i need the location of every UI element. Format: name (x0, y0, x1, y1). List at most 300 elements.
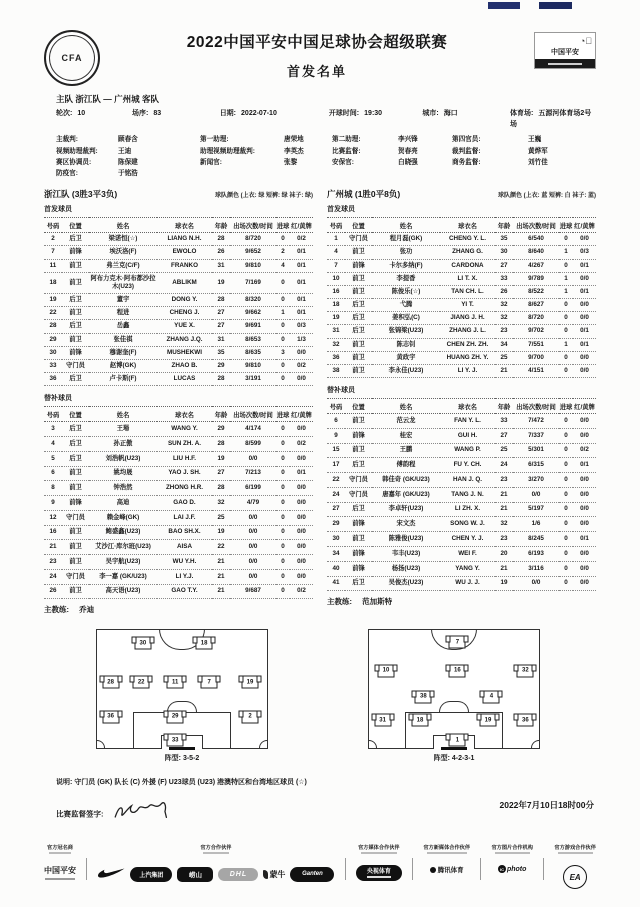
home-team-column (44, 188, 313, 615)
cell: 20 (495, 546, 513, 561)
cell: 0 (559, 517, 573, 532)
field-label: 赛区协调员: (56, 158, 92, 166)
cell: 卡尔多纳(F) (372, 259, 440, 272)
player-row (327, 312, 596, 325)
player-row (44, 437, 313, 452)
cell: 前卫 (345, 414, 372, 429)
field-value: 王巍 (528, 136, 542, 144)
cell: 前卫 (62, 466, 89, 481)
cell: 26 (44, 584, 62, 599)
photo-header: 官方图片合作机构 (491, 844, 533, 854)
game-group (554, 844, 596, 889)
ea-sports-logo: EA (563, 865, 587, 889)
pair-row (56, 146, 596, 157)
cell: 21 (495, 364, 513, 377)
media-header: 官方媒体合作伙伴 (358, 844, 400, 854)
home-coach-name: 乔迪 (79, 605, 95, 615)
cell: 35 (495, 233, 513, 246)
cell: 前卫 (345, 246, 372, 259)
cell: 31 (212, 333, 230, 346)
cell: 31 (212, 259, 230, 272)
cell: 岳鑫 (89, 320, 157, 333)
field (422, 108, 510, 130)
cell: 24 (44, 569, 62, 584)
cell: 16 (327, 285, 345, 298)
cell: 33 (495, 414, 513, 429)
cell: HUANG ZH. Y. (440, 351, 495, 364)
cell: 0/0 (290, 346, 313, 359)
cell: 21 (495, 502, 513, 517)
field-value: 顾春含 (118, 136, 138, 144)
cell: 前锋 (62, 496, 89, 511)
home-team-colors: 球队颜色 (上衣: 绿 短裤: 绿 袜子: 绿) (215, 193, 313, 200)
pair-row (56, 108, 596, 130)
away-starters-label: 首发球员 (327, 206, 355, 214)
cell: 后卫 (345, 325, 372, 338)
player-row (44, 451, 313, 466)
column-header: 出场次数/时间 (230, 407, 276, 422)
cell: 26 (212, 246, 230, 259)
column-header: 号码 (44, 218, 62, 233)
cell: 0 (276, 233, 290, 246)
cell: 27 (495, 259, 513, 272)
cell: 后卫 (62, 233, 89, 246)
cell: 0 (276, 496, 290, 511)
column-header: 位置 (345, 399, 372, 414)
table-header-row (327, 218, 596, 233)
cell: 张佳祺 (89, 333, 157, 346)
new-media-header: 官方新媒体合作伙伴 (423, 844, 470, 854)
cell: 吴俊杰(U23) (372, 576, 440, 591)
cell: GUI H. (440, 428, 495, 443)
pair-row (56, 134, 596, 145)
cell: 0/0 (290, 510, 313, 525)
cell: 后卫 (62, 451, 89, 466)
player-shirt: 36 (102, 710, 119, 723)
cell: 姚均晟 (89, 466, 157, 481)
coach-label: 主教练: (327, 597, 352, 607)
pingan-badge-brand: 中国平安 (551, 49, 579, 56)
cell: YAO J. SH. (157, 466, 212, 481)
cell: 7/472 (513, 414, 559, 429)
cell: 前卫 (62, 540, 89, 555)
cell: 27 (327, 502, 345, 517)
cell: 高迪 (89, 496, 157, 511)
cell: 前锋 (345, 561, 372, 576)
pair-row (56, 168, 596, 179)
cell: 0/3 (290, 320, 313, 333)
cell: 后卫 (345, 502, 372, 517)
cell: 29 (212, 359, 230, 372)
player-row (44, 359, 313, 372)
cell: 0/0 (513, 576, 559, 591)
cell: 8/627 (513, 299, 559, 312)
cell: 后卫 (62, 320, 89, 333)
field-label: 日期: (219, 110, 237, 117)
cell: 22 (44, 307, 62, 320)
cell: 36 (327, 351, 345, 364)
away-subs-label: 替补球员 (327, 387, 355, 395)
player-row (327, 502, 596, 517)
cell: 3 (276, 346, 290, 359)
player-row (327, 259, 596, 272)
column-header: 红/黄牌 (573, 399, 596, 414)
cell: 12 (44, 510, 62, 525)
cell: 4 (276, 259, 290, 272)
cell: 4/79 (230, 496, 276, 511)
column-header: 进球 (276, 218, 290, 233)
cell: 9/700 (513, 351, 559, 364)
cell: 赖金峰(GK) (89, 510, 157, 525)
cell: 前卫 (62, 481, 89, 496)
cell: 40 (327, 561, 345, 576)
cell: 0/1 (573, 259, 596, 272)
cell: 0 (559, 473, 573, 488)
cell: 宋文杰 (372, 517, 440, 532)
player-row (327, 532, 596, 547)
cell: 李永佳(U23) (372, 364, 440, 377)
cell: 0/0 (230, 525, 276, 540)
cell: 前卫 (345, 443, 372, 458)
officials-grid (56, 134, 596, 179)
cell: 28 (212, 481, 230, 496)
column-header: 出场次数/时间 (230, 218, 276, 233)
cell: 前锋 (345, 428, 372, 443)
cell: 28 (212, 233, 230, 246)
cell: 9/687 (230, 584, 276, 599)
cell: 前卫 (345, 351, 372, 364)
player-shirt: 7 (201, 676, 218, 689)
cell: 后卫 (345, 458, 372, 473)
goal-mark (169, 747, 195, 750)
cell: HAN J. Q. (440, 473, 495, 488)
cell: LIANG N.H. (157, 233, 212, 246)
cell: 守门员 (345, 473, 372, 488)
cell: 3/191 (230, 373, 276, 386)
ic-circle-icon: IC (499, 866, 504, 872)
cell: 梁诺恒(☆) (89, 233, 157, 246)
cell: 27 (495, 428, 513, 443)
player-row (327, 233, 596, 246)
nike-swoosh-icon (97, 865, 125, 883)
cell: 0/1 (290, 294, 313, 307)
cell: 22 (212, 540, 230, 555)
cell: LI Y. J. (440, 364, 495, 377)
cell: 桂宏 (372, 428, 440, 443)
pingan-badge-icon: ◔⃠ (579, 36, 592, 46)
cell: 18 (44, 272, 62, 293)
tencent-sports-logo (430, 865, 464, 874)
cell: 28 (44, 320, 62, 333)
cell: 刘浩帆(U23) (89, 451, 157, 466)
field-label: 安保官: (332, 158, 354, 166)
cell: 前卫 (345, 272, 372, 285)
cell: 前卫 (345, 285, 372, 298)
cell: LUCAS (157, 373, 212, 386)
cell: SONG W. J. (440, 517, 495, 532)
pair-row (56, 157, 596, 168)
cell: 前卫 (345, 364, 372, 377)
table-header-row (44, 218, 313, 233)
cell: 11 (44, 259, 62, 272)
cell: 32 (212, 496, 230, 511)
cell: 38 (327, 364, 345, 377)
column-header: 球衣名 (157, 407, 212, 422)
cell: 21 (212, 584, 230, 599)
cell: 8/245 (513, 532, 559, 547)
cell: CHEN Y. J. (440, 532, 495, 547)
cell: 前卫 (62, 259, 89, 272)
player-row (327, 246, 596, 259)
cell: 4/151 (513, 364, 559, 377)
cell: 23 (44, 555, 62, 570)
goal-mark (441, 747, 467, 750)
player-shirt: 10 (378, 664, 395, 677)
cell: 李提香 (372, 272, 440, 285)
player-row (44, 481, 313, 496)
cell: 0 (559, 259, 573, 272)
cell: 19 (44, 294, 62, 307)
cell: 1 (559, 272, 573, 285)
column-header: 球衣名 (440, 399, 495, 414)
cell: DONG Y. (157, 294, 212, 307)
cell: 0/0 (290, 525, 313, 540)
field-value: 黄烨军 (528, 147, 548, 155)
cell: 29 (212, 422, 230, 437)
cell: 23 (495, 473, 513, 488)
player-row (327, 458, 596, 473)
player-shirt: 2 (242, 710, 259, 723)
cell: 25 (212, 510, 230, 525)
supervisor-signature (111, 797, 175, 828)
cell: CHEN ZH. ZH. (440, 338, 495, 351)
player-shirt: 1 (449, 734, 466, 747)
cell: 5/301 (513, 443, 559, 458)
cell: 23 (495, 325, 513, 338)
cell: 守门员 (62, 359, 89, 372)
player-row (327, 561, 596, 576)
cell: 22 (327, 473, 345, 488)
cell: 36 (44, 373, 62, 386)
cell: 1 (559, 338, 573, 351)
footer-divider (412, 858, 413, 880)
cell: 0/0 (573, 428, 596, 443)
cell: 28 (212, 294, 230, 307)
column-header: 姓名 (372, 218, 440, 233)
player-row (44, 333, 313, 346)
cell: 前卫 (62, 584, 89, 599)
player-row (44, 246, 313, 259)
footer-divider (345, 858, 346, 880)
player-row (327, 414, 596, 429)
cell: 0/0 (573, 312, 596, 325)
field-label: 第二助理: (332, 136, 361, 144)
cell: 15 (327, 443, 345, 458)
cell: 0/1 (290, 246, 313, 259)
cell: 19 (327, 312, 345, 325)
cell: 0 (559, 546, 573, 561)
cell: 后卫 (62, 422, 89, 437)
cell: 30 (327, 532, 345, 547)
cell: FU Y. CH. (440, 458, 495, 473)
cell: 1 (276, 307, 290, 320)
cell: 32 (495, 312, 513, 325)
player-shirt: 16 (449, 664, 466, 677)
cell: 王鹏 (372, 443, 440, 458)
cell: 0/0 (230, 555, 276, 570)
report-datetime: 2022年7月10日18时00分 (499, 800, 594, 811)
media-group (356, 844, 402, 881)
player-shirt: 7 (449, 636, 466, 649)
home-formation (96, 629, 268, 763)
player-shirt: 19 (480, 714, 497, 727)
cell: 0/0 (573, 364, 596, 377)
player-shirt: 28 (102, 676, 119, 689)
legend-note: 说明: 守门员 (GK) 队长 (C) 外援 (F) U23球员 (U23) 港澳特区和台湾地区球员 (☆) (56, 779, 307, 787)
cell: 0/1 (573, 458, 596, 473)
cell: 0/0 (290, 451, 313, 466)
cell: 钟浩然 (89, 481, 157, 496)
field (56, 108, 132, 130)
cell: 28 (212, 437, 230, 452)
player-row (44, 259, 313, 272)
cell: 守门员 (62, 569, 89, 584)
cell: LI Y.J. (157, 569, 212, 584)
column-header: 球衣名 (440, 218, 495, 233)
cell: 韩佳奇 (GK/U23) (372, 473, 440, 488)
field-value: 19:30 (364, 110, 383, 117)
cell: 9/652 (230, 246, 276, 259)
cell: 0 (276, 333, 290, 346)
field-label: 第一助理: (200, 136, 229, 144)
cell: 25 (495, 443, 513, 458)
cell: ABLIKM (157, 272, 212, 293)
player-row (44, 466, 313, 481)
player-row (327, 428, 596, 443)
player-shirt: 31 (374, 714, 391, 727)
column-header: 姓名 (372, 399, 440, 414)
player-row (327, 576, 596, 591)
cell: 0/0 (573, 487, 596, 502)
cell: 5 (44, 451, 62, 466)
field-label: 场序: (132, 110, 149, 117)
cell: 7 (327, 259, 345, 272)
cell: 0/0 (290, 422, 313, 437)
cell: 32 (495, 517, 513, 532)
home-coach-line (44, 604, 313, 615)
cell: 7/169 (230, 272, 276, 293)
cell: 19 (212, 525, 230, 540)
field-label: 裁判监督: (452, 147, 481, 155)
cell: 5/197 (513, 502, 559, 517)
field-value: 李兴锋 (398, 136, 418, 144)
cell: 8/320 (230, 294, 276, 307)
field (132, 108, 220, 130)
cell: 3/116 (513, 561, 559, 576)
title-sponsor-group (44, 844, 76, 880)
player-row (44, 569, 313, 584)
cell: 8/599 (230, 437, 276, 452)
cell: 33 (495, 272, 513, 285)
cell: 0 (559, 487, 573, 502)
cell: 0 (559, 312, 573, 325)
home-starters-label: 首发球员 (44, 206, 72, 214)
cell: 0 (559, 532, 573, 547)
cell: WEI F. (440, 546, 495, 561)
cell: 4/267 (513, 259, 559, 272)
cfa-logo-text: CFA (61, 53, 83, 63)
cell: 韦丰(U23) (372, 546, 440, 561)
field-value: 贺春亮 (398, 147, 418, 155)
cell: 21 (495, 561, 513, 576)
cell: 阿布力克木·阿布都沙拉木(U23) (89, 272, 157, 293)
cfa-logo (44, 30, 100, 86)
cell: 0/0 (230, 540, 276, 555)
footer-divider (86, 858, 87, 880)
cell: 0/0 (573, 299, 596, 312)
home-subs-label: 替补球员 (44, 395, 72, 403)
cell: 0/0 (290, 555, 313, 570)
cell: MUSHEKWI (157, 346, 212, 359)
cell: 6/315 (513, 458, 559, 473)
away-subs-table (327, 398, 596, 591)
cell: 李卓轩(U23) (372, 502, 440, 517)
cell: 前卫 (62, 555, 89, 570)
player-row (327, 285, 596, 298)
cell: 0/3 (573, 246, 596, 259)
cell: 0/0 (230, 510, 276, 525)
field-label: 防疫官: (56, 169, 78, 177)
cell: 0/1 (290, 307, 313, 320)
cell: 7/551 (513, 338, 559, 351)
player-row (44, 540, 313, 555)
player-row (327, 517, 596, 532)
cell: FAN Y. L. (440, 414, 495, 429)
cell: 0/1 (573, 285, 596, 298)
cell: 陈雅俊(U23) (372, 532, 440, 547)
column-header: 年龄 (495, 218, 513, 233)
cell: 李一嘉 (GK/U23) (89, 569, 157, 584)
cell: 0/0 (573, 414, 596, 429)
table-header-row (44, 407, 313, 422)
cell: 7 (44, 246, 62, 259)
column-header: 红/黄牌 (573, 218, 596, 233)
home-formation-label: 阵型: 3-5-2 (164, 755, 200, 763)
column-header: 进球 (276, 407, 290, 422)
cell: 7/213 (230, 466, 276, 481)
cell: 前卫 (62, 272, 89, 293)
cell: 前锋 (345, 546, 372, 561)
player-row (327, 299, 596, 312)
cell: 守门员 (345, 487, 372, 502)
footer-divider (543, 858, 544, 880)
cell: 7/337 (513, 428, 559, 443)
cell: LAI J.F. (157, 510, 212, 525)
cell: 4/174 (230, 422, 276, 437)
cell: 张锦梁(U23) (372, 325, 440, 338)
cell: 0 (559, 233, 573, 246)
home-subs-table (44, 406, 313, 599)
cell: 0/1 (290, 272, 313, 293)
column-header: 年龄 (495, 399, 513, 414)
cell: 穆谢奎(F) (89, 346, 157, 359)
player-shirt: 11 (167, 676, 184, 689)
player-shirt: 18 (196, 637, 213, 650)
cell: 0/0 (230, 569, 276, 584)
cell: JIANG J. H. (440, 312, 495, 325)
cell: 黄政宇 (372, 351, 440, 364)
cell: 8/522 (513, 285, 559, 298)
